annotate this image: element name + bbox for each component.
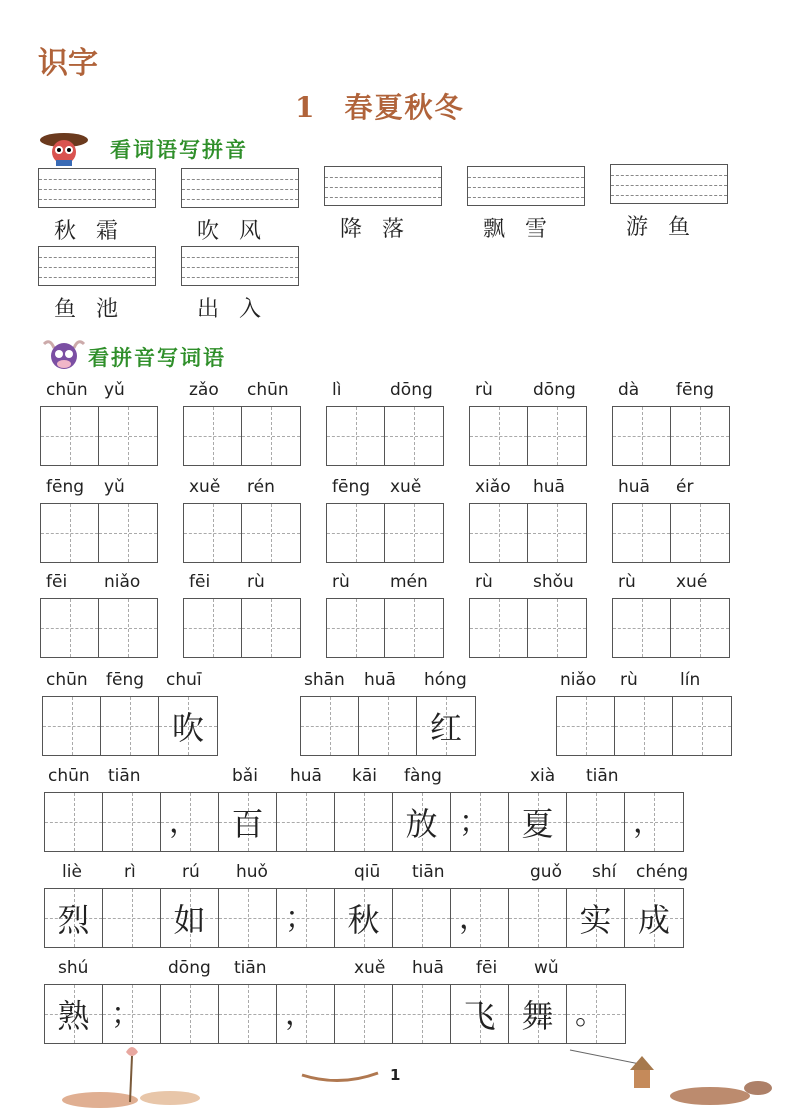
word-writing-grid [326, 406, 444, 466]
given-char-cell [417, 697, 475, 755]
pinyin-label: huā [412, 958, 444, 978]
pinyin-label: mén [390, 572, 428, 592]
section-title: 识字 [38, 46, 98, 81]
pinyin-answer-box[interactable] [38, 168, 156, 208]
pinyin-label: rù [332, 572, 350, 592]
pinyin-label: huā [364, 670, 396, 690]
given-char-cell [567, 985, 625, 1043]
sentence-writing-grid [44, 792, 684, 852]
given-char-cell [161, 889, 219, 947]
cell-char: ， [285, 997, 315, 1032]
writing-cell[interactable] [393, 985, 451, 1043]
writing-cell[interactable] [327, 504, 385, 562]
pinyin-label: chuī [166, 670, 202, 690]
word-writing-grid [469, 503, 587, 563]
pinyin-label: chūn [46, 670, 88, 690]
phrase-writing-grid [42, 696, 218, 756]
pinyin-label: dōng [168, 958, 211, 978]
given-char-cell [277, 889, 335, 947]
pinyin-label: dōng [390, 380, 433, 400]
cell-char: 红 [429, 709, 462, 747]
sentence-writing-grid [44, 984, 626, 1044]
given-char-cell [161, 793, 219, 851]
given-char-cell [277, 985, 335, 1043]
cell-char: ； [111, 997, 141, 1032]
pinyin-label: fàng [404, 766, 442, 786]
pinyin-label: huā [290, 766, 322, 786]
writing-cell[interactable] [242, 599, 300, 657]
given-char-cell [103, 985, 161, 1043]
writing-cell[interactable] [99, 599, 157, 657]
writing-cell[interactable] [41, 599, 99, 657]
writing-cell[interactable] [393, 889, 451, 947]
given-char-cell [509, 793, 567, 851]
cell-char: 熟 [57, 997, 90, 1035]
pinyin-label: hóng [424, 670, 467, 690]
given-char-cell [625, 793, 683, 851]
lesson-number: 1 [295, 91, 317, 124]
writing-cell[interactable] [335, 793, 393, 851]
writing-cell[interactable] [277, 793, 335, 851]
writing-cell[interactable] [613, 407, 671, 465]
given-char-cell [625, 889, 683, 947]
pinyin-label: rù [620, 670, 638, 690]
writing-cell[interactable] [335, 985, 393, 1043]
given-char-cell [45, 889, 103, 947]
word-writing-grid [40, 598, 158, 658]
writing-cell[interactable] [242, 407, 300, 465]
pinyin-label: xiǎo [475, 477, 511, 497]
pinyin-label: niǎo [104, 572, 141, 592]
cell-char: 。 [575, 997, 605, 1032]
sentence-writing-grid [44, 888, 684, 948]
pinyin-label: kāi [352, 766, 377, 786]
cell-char: 秋 [347, 901, 380, 939]
pinyin-label: rù [475, 380, 493, 400]
pinyin-answer-box[interactable] [610, 164, 728, 204]
pinyin-answer-box[interactable] [467, 166, 585, 206]
word-writing-grid [183, 598, 301, 658]
writing-cell[interactable] [557, 697, 615, 755]
pinyin-label: rén [247, 477, 275, 497]
cell-char: ， [169, 805, 199, 840]
cell-char: 烈 [57, 901, 90, 939]
given-char-cell [45, 985, 103, 1043]
writing-cell[interactable] [101, 697, 159, 755]
writing-cell[interactable] [528, 407, 586, 465]
cell-char: 夏 [521, 805, 554, 843]
cell-char: ， [459, 901, 489, 936]
cell-char: 百 [231, 805, 264, 843]
pinyin-label: niǎo [560, 670, 597, 690]
pinyin-label: chūn [247, 380, 289, 400]
writing-cell[interactable] [385, 504, 443, 562]
word-writing-grid [183, 406, 301, 466]
pinyin-label: yǔ [104, 477, 125, 497]
writing-cell[interactable] [671, 504, 729, 562]
writing-cell[interactable] [470, 599, 528, 657]
word-label: 游鱼 [626, 215, 711, 240]
fisherman-decoration-icon [560, 1040, 775, 1110]
writing-cell[interactable] [673, 697, 731, 755]
part1-title: 看词语写拼音 [110, 138, 248, 162]
pinyin-label: rú [182, 862, 200, 882]
given-char-cell [451, 793, 509, 851]
pinyin-label: rù [475, 572, 493, 592]
writing-cell[interactable] [470, 407, 528, 465]
writing-cell[interactable] [385, 407, 443, 465]
cell-char: 成 [637, 901, 670, 939]
page-number: 1 [390, 1066, 401, 1084]
phrase-writing-grid [556, 696, 732, 756]
writing-cell[interactable] [301, 697, 359, 755]
pinyin-label: fēng [46, 477, 85, 497]
pinyin-label: guǒ [530, 862, 562, 882]
pinyin-label: yǔ [104, 380, 125, 400]
word-writing-grid [469, 598, 587, 658]
word-writing-grid [326, 598, 444, 658]
word-label: 飘雪 [483, 217, 568, 242]
word-writing-grid [40, 406, 158, 466]
pinyin-label: rì [124, 862, 136, 882]
pinyin-label: xià [530, 766, 556, 786]
writing-cell[interactable] [242, 504, 300, 562]
writing-cell[interactable] [327, 599, 385, 657]
pinyin-label: lì [332, 380, 342, 400]
given-char-cell [509, 985, 567, 1043]
writing-cell[interactable] [327, 407, 385, 465]
given-char-cell [219, 793, 277, 851]
writing-cell[interactable] [184, 599, 242, 657]
writing-cell[interactable] [43, 697, 101, 755]
lesson-name: 春夏秋冬 [344, 91, 465, 124]
pinyin-label: tiān [108, 766, 141, 786]
writing-cell[interactable] [45, 793, 103, 851]
word-label: 降落 [340, 217, 425, 242]
word-writing-grid [612, 598, 730, 658]
lotus-decoration-icon [60, 1040, 210, 1112]
cell-char: 实 [579, 901, 612, 939]
word-writing-grid [469, 406, 587, 466]
word-writing-grid [40, 503, 158, 563]
cell-char: 如 [173, 901, 206, 939]
writing-cell[interactable] [359, 697, 417, 755]
pinyin-label: xué [676, 572, 708, 592]
given-char-cell [451, 889, 509, 947]
pinyin-label: shǒu [533, 572, 574, 592]
writing-cell[interactable] [567, 793, 625, 851]
given-char-cell [451, 985, 509, 1043]
cell-char: 放 [405, 805, 438, 843]
pinyin-label: bǎi [232, 766, 258, 786]
pinyin-label: shí [592, 862, 617, 882]
writing-cell[interactable] [219, 985, 277, 1043]
pinyin-label: fēi [46, 572, 68, 592]
pinyin-answer-box[interactable] [181, 168, 299, 208]
cell-char: 舞 [521, 997, 554, 1035]
pinyin-answer-box[interactable] [38, 246, 156, 286]
writing-cell[interactable] [184, 407, 242, 465]
monkey-mascot-icon [36, 130, 92, 168]
pinyin-label: chūn [46, 380, 88, 400]
pinyin-label: tiān [586, 766, 619, 786]
writing-cell[interactable] [184, 504, 242, 562]
pinyin-label: xuě [354, 958, 386, 978]
pinyin-label: fēi [476, 958, 498, 978]
writing-cell[interactable] [41, 504, 99, 562]
given-char-cell [393, 793, 451, 851]
pinyin-label: fēng [332, 477, 371, 497]
pinyin-label: lín [680, 670, 701, 690]
pinyin-label: fēng [676, 380, 715, 400]
pinyin-label: wǔ [534, 958, 559, 978]
pinyin-label: huǒ [236, 862, 268, 882]
writing-cell[interactable] [103, 793, 161, 851]
pinyin-label: rù [247, 572, 265, 592]
cell-char: ； [285, 901, 315, 936]
writing-cell[interactable] [99, 504, 157, 562]
pinyin-label: shú [58, 958, 89, 978]
cell-char: 飞 [463, 997, 496, 1035]
pinyin-label: shān [304, 670, 345, 690]
writing-cell[interactable] [103, 889, 161, 947]
pinyin-label: xuě [189, 477, 221, 497]
pinyin-answer-box[interactable] [181, 246, 299, 286]
pinyin-label: tiān [412, 862, 445, 882]
boat-decoration-icon [300, 1065, 380, 1085]
pinyin-label: huā [618, 477, 650, 497]
given-char-cell [159, 697, 217, 755]
given-char-cell [335, 889, 393, 947]
writing-cell[interactable] [613, 504, 671, 562]
pinyin-label: tiān [234, 958, 267, 978]
phrase-writing-grid [300, 696, 476, 756]
writing-cell[interactable] [671, 599, 729, 657]
pinyin-label: rù [618, 572, 636, 592]
part2-title: 看拼音写词语 [88, 346, 226, 370]
writing-cell[interactable] [671, 407, 729, 465]
pinyin-label: fēi [189, 572, 211, 592]
lesson-title [295, 86, 465, 126]
word-writing-grid [326, 503, 444, 563]
pinyin-label: ér [676, 477, 694, 497]
pinyin-label: zǎo [189, 380, 219, 400]
given-char-cell [567, 889, 625, 947]
pinyin-label: dà [618, 380, 640, 400]
pinyin-label: qiū [354, 862, 381, 882]
word-label: 秋霜 [54, 219, 139, 244]
pinyin-label: xuě [390, 477, 422, 497]
writing-cell[interactable] [528, 599, 586, 657]
cow-mascot-icon [36, 336, 92, 374]
pinyin-label: chūn [48, 766, 90, 786]
writing-cell[interactable] [161, 985, 219, 1043]
word-label: 鱼池 [54, 297, 139, 322]
writing-cell[interactable] [509, 889, 567, 947]
pinyin-answer-box[interactable] [324, 166, 442, 206]
writing-cell[interactable] [615, 697, 673, 755]
writing-cell[interactable] [613, 599, 671, 657]
writing-cell[interactable] [219, 889, 277, 947]
writing-cell[interactable] [99, 407, 157, 465]
writing-cell[interactable] [470, 504, 528, 562]
pinyin-label: huā [533, 477, 565, 497]
pinyin-label: chéng [636, 862, 689, 882]
word-writing-grid [612, 503, 730, 563]
cell-char: ， [633, 805, 663, 840]
pinyin-label: liè [62, 862, 82, 882]
writing-cell[interactable] [528, 504, 586, 562]
writing-cell[interactable] [385, 599, 443, 657]
word-label: 吹风 [197, 219, 282, 244]
pinyin-label: dōng [533, 380, 576, 400]
cell-char: 吹 [171, 709, 204, 747]
cell-char: ； [459, 805, 489, 840]
word-label: 出入 [197, 297, 282, 322]
word-writing-grid [612, 406, 730, 466]
writing-cell[interactable] [41, 407, 99, 465]
word-writing-grid [183, 503, 301, 563]
pinyin-label: fēng [106, 670, 145, 690]
